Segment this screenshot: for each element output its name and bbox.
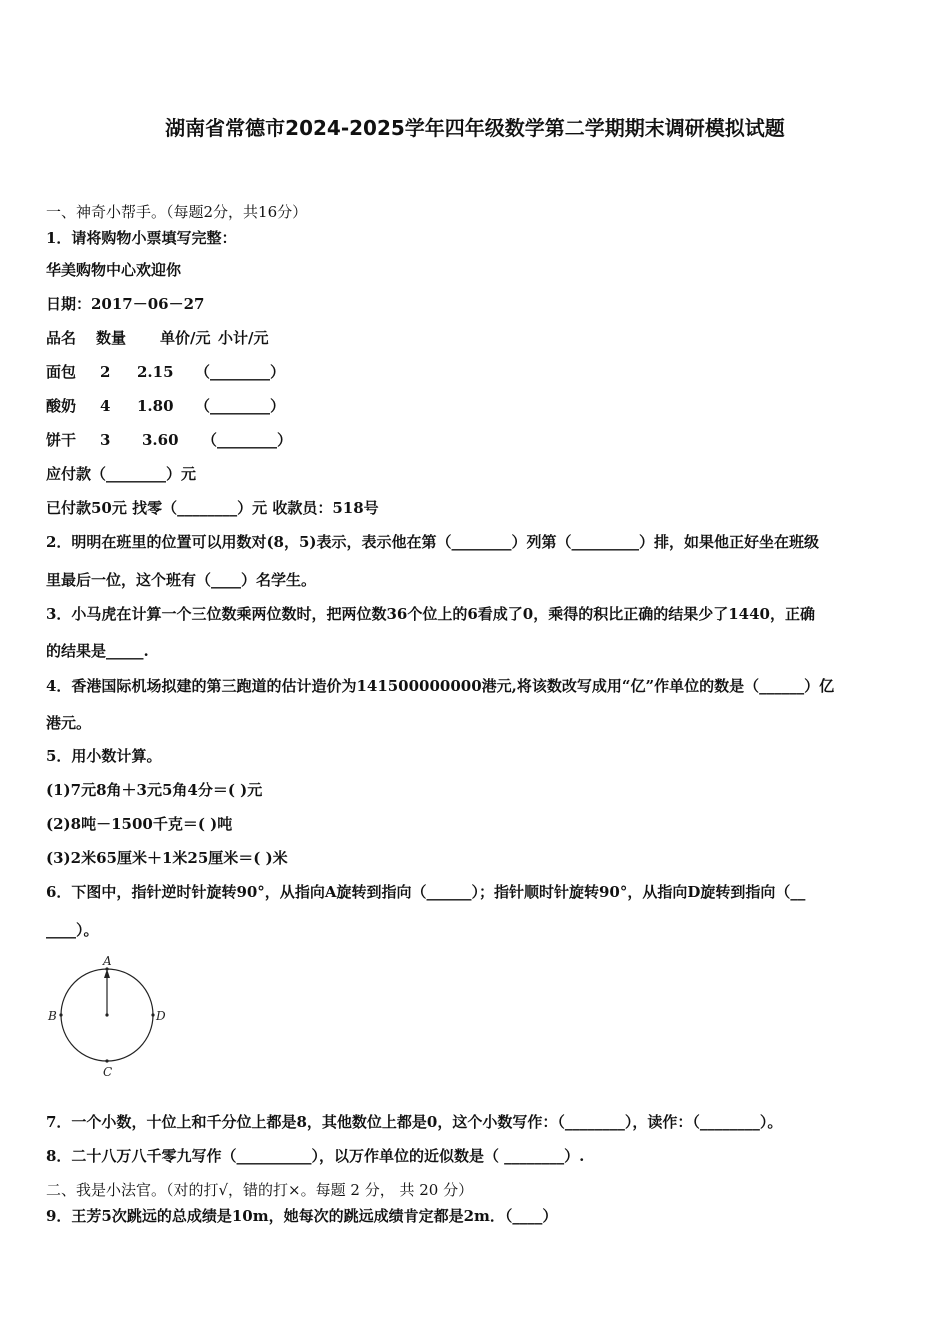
row-subtotal-blank: （________） [195, 397, 286, 415]
q6-line-1: 6．下图中，指针逆时针旋转90°，从指向A旋转到指向（______）；指针顺时针旋转90°，从指向D旋转到指向（__ [46, 883, 806, 901]
q1-stem: 1．请将购物小票填写完整： [46, 229, 237, 247]
header-subtotal: 小计/元 [218, 329, 269, 347]
q2-line-2: 里最后一位，这个班有（____）名学生。 [46, 571, 317, 589]
table-row [46, 430, 904, 450]
row-price: 1.80 [137, 397, 174, 415]
point-b-dot [59, 1013, 62, 1016]
point-c-dot [105, 1059, 108, 1062]
section-2-heading: 二、我是小法官。（对的打√，错的打×。每题 2 分， 共 20 分） [46, 1181, 474, 1199]
row-subtotal-blank: （________） [202, 431, 293, 449]
q3-line-1: 3．小马虎在计算一个三位数乘两位数时，把两位数36个位上的6看成了0，乘得的积比正确的结果少了1440，正确 [46, 605, 815, 623]
q4-line-2: 港元。 [46, 714, 92, 732]
dial-center-dot [105, 1013, 108, 1016]
q7: 7．一个小数，十位上和千分位上都是8，其他数位上都是0，这个小数写作：（________），读作：（________）。 [46, 1113, 783, 1131]
header-name: 品名 [46, 329, 77, 347]
q1-date: 日期：2017－06－27 [46, 295, 205, 313]
q5-item-3: (3)2米65厘米＋1米25厘米＝( )米 [46, 849, 288, 867]
q6-line-2: ____）。 [46, 921, 99, 939]
section-1-heading: 一、神奇小帮手。（每题2分，共16分） [46, 203, 308, 221]
row-qty: 2 [100, 363, 111, 381]
clock-dial-figure [40, 952, 180, 1082]
q2-line-1: 2．明明在班里的位置可以用数对(8，5)表示，表示他在第（________）列第（_________）排，如果他正好坐在班级 [46, 533, 820, 551]
row-name: 饼干 [46, 431, 77, 449]
q5-item-2: (2)8吨－1500千克＝( )吨 [46, 815, 233, 833]
table-row [46, 396, 904, 416]
q3-line-2: 的结果是_____. [46, 642, 149, 660]
row-subtotal-blank: （________） [195, 363, 286, 381]
page-title: 湖南省常德市2024-2025学年四年级数学第二学期期末调研模拟试题 [165, 116, 785, 140]
row-name: 酸奶 [46, 397, 77, 415]
q9: 9．王芳5次跳远的总成绩是10m，她每次的跳远成绩肯定都是2m．（____） [46, 1207, 558, 1225]
label-c: C [103, 1065, 113, 1079]
header-price: 单价/元 [160, 329, 211, 347]
header-qty: 数量 [96, 329, 127, 347]
q1-paid-change: 已付款50元 找零（________）元 收款员：518号 [46, 499, 379, 517]
row-price: 2.15 [137, 363, 174, 381]
table-row [46, 362, 904, 382]
row-qty: 3 [100, 431, 111, 449]
row-name: 面包 [46, 363, 77, 381]
label-d: D [156, 1009, 166, 1023]
row-price: 3.60 [142, 431, 179, 449]
row-qty: 4 [100, 397, 111, 415]
label-a: A [103, 954, 112, 968]
q5-stem: 5．用小数计算。 [46, 747, 162, 765]
q1-shop-name: 华美购物中心欢迎你 [46, 261, 182, 279]
q8: 8．二十八万八千零九写作（__________），以万作单位的近似数是（ ________）. [46, 1147, 585, 1165]
q4-line-1: 4．香港国际机场拟建的第三跑道的估计造价为141500000000港元,将该数改写成用“亿”作单位的数是（______）亿 [46, 677, 835, 695]
q5-item-1: (1)7元8角＋3元5角4分＝( )元 [46, 781, 263, 799]
label-b: B [48, 1009, 57, 1023]
point-d-dot [151, 1013, 154, 1016]
q1-table-header [46, 328, 904, 348]
q1-payable: 应付款（________）元 [46, 465, 197, 483]
